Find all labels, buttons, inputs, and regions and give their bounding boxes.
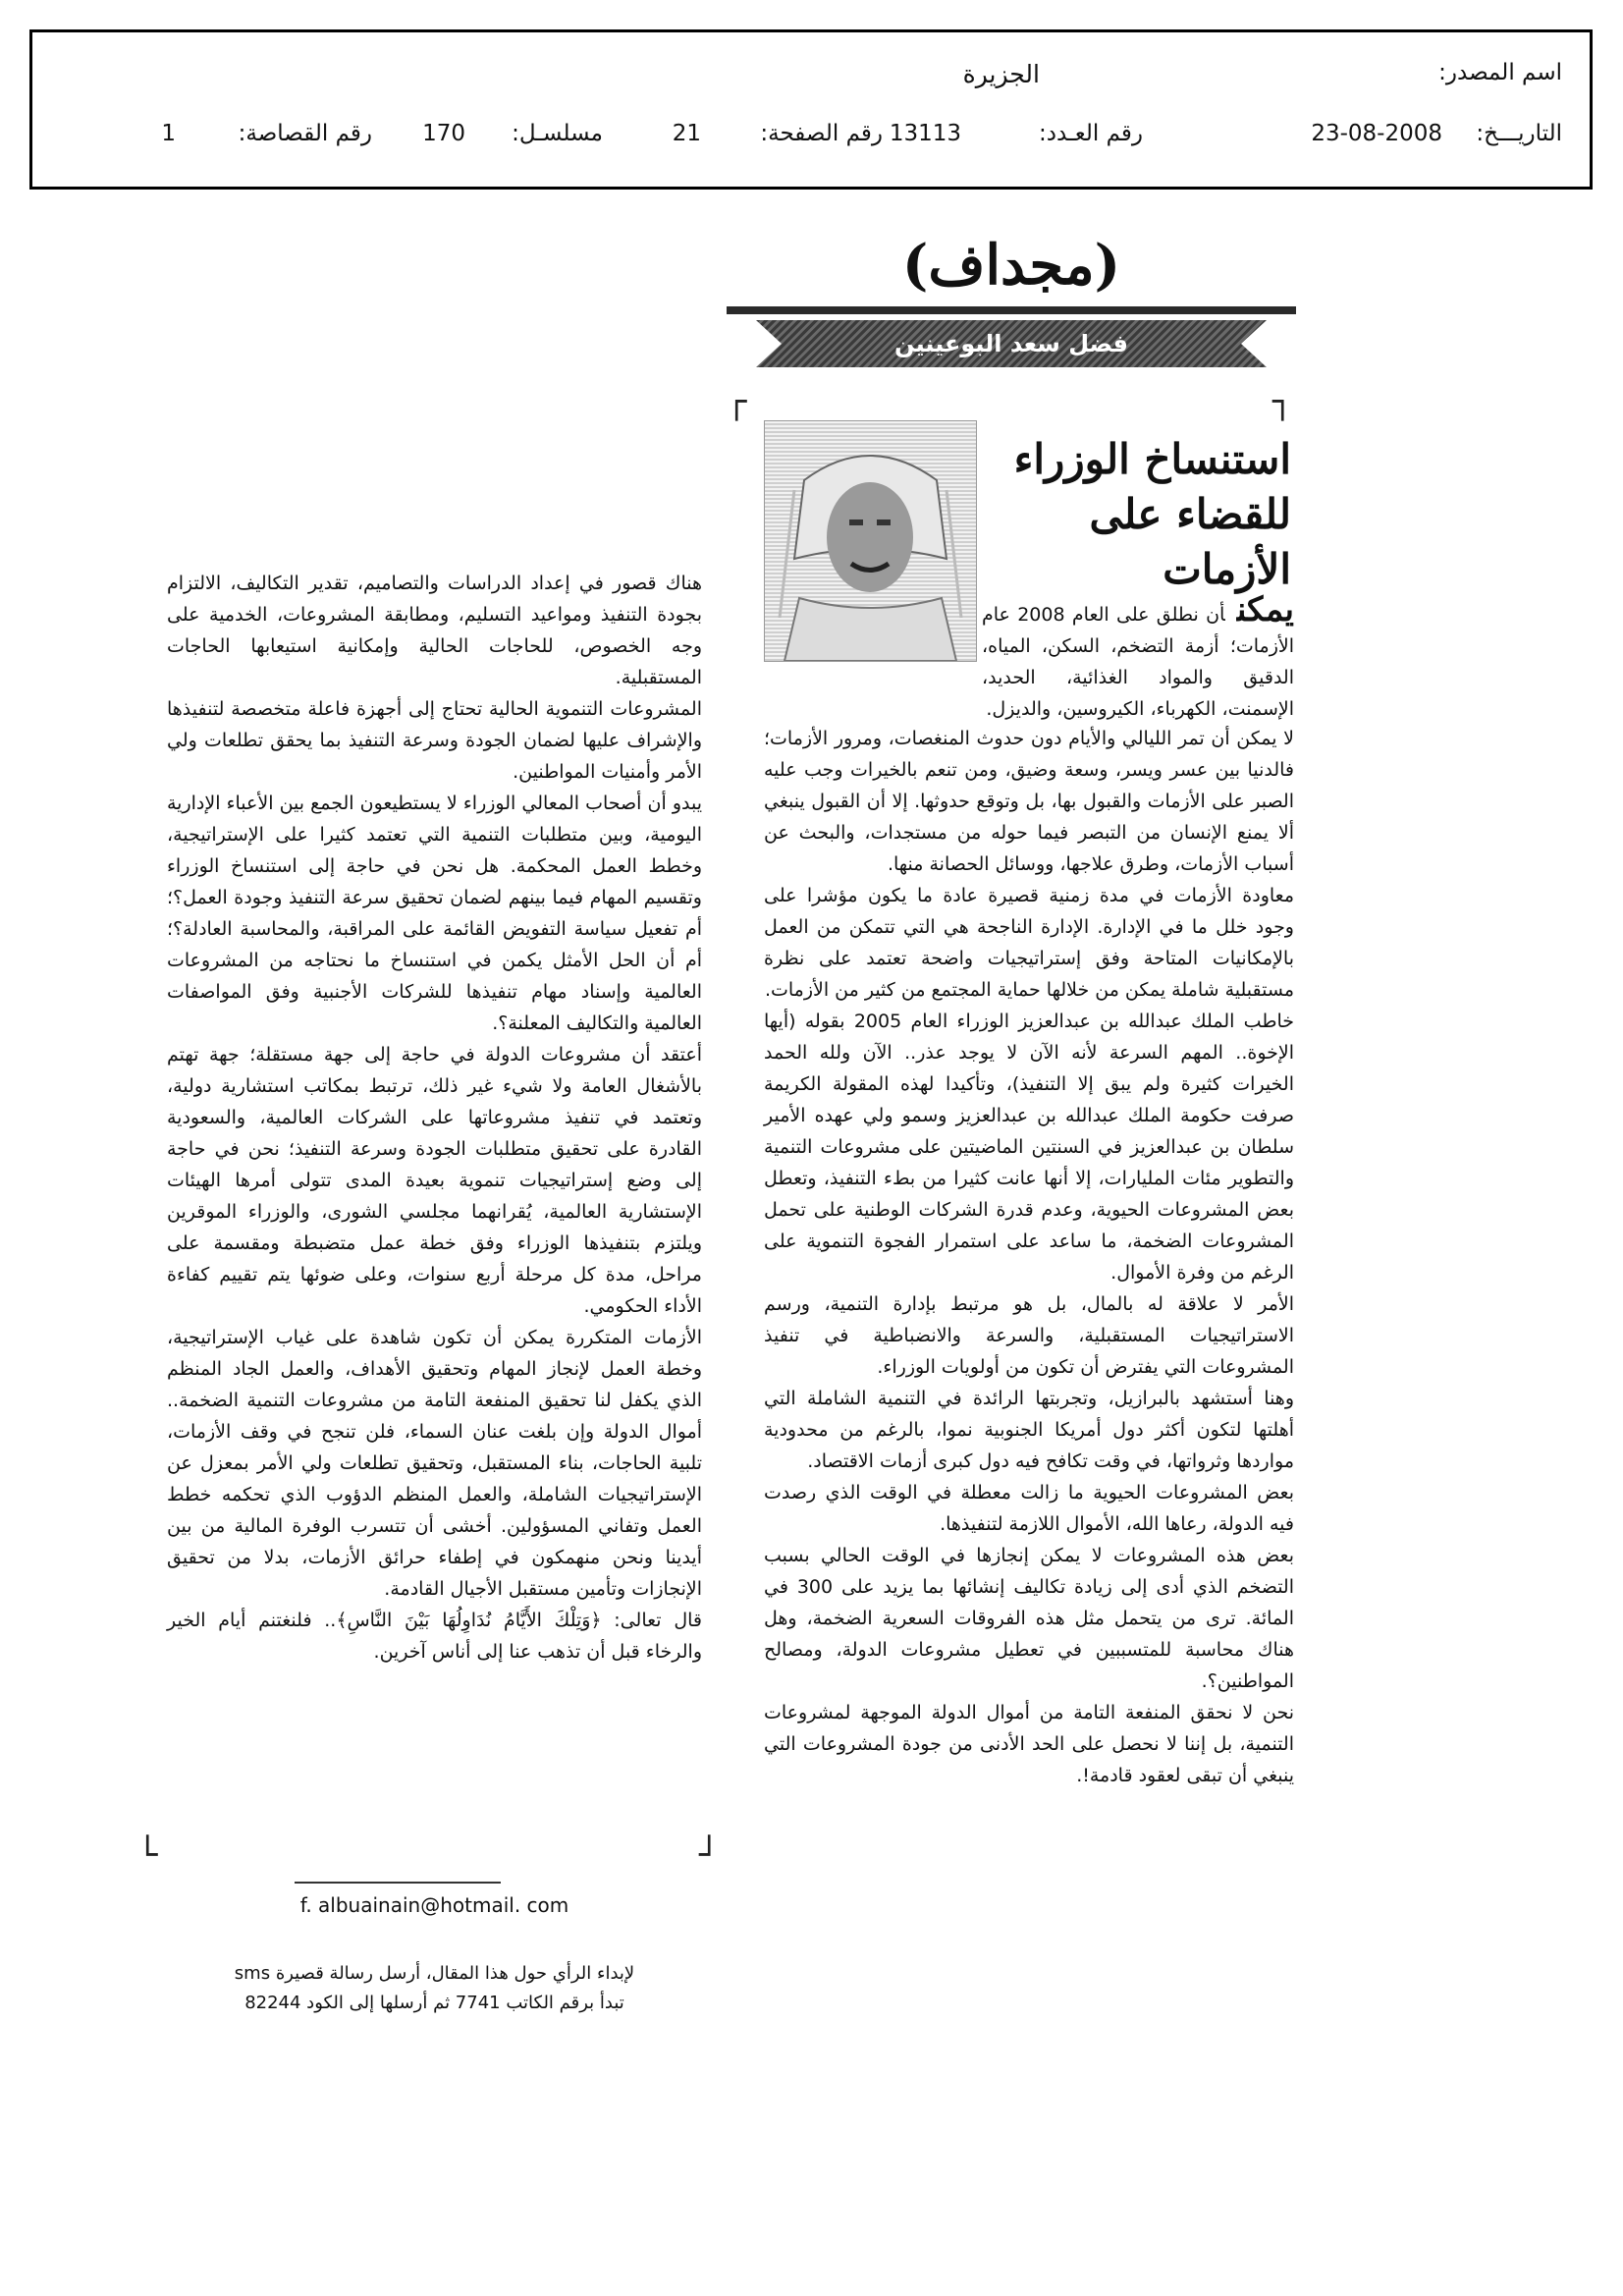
details-row	[32, 121, 1590, 160]
paragraph: خاطب الملك عبدالله بن عبدالعزيز الوزراء العام 2005 بقوله (أيها الإخوة.. المهم السرعة لأنه الآن لا يوجد عذر.. الآن ولله الحمد الخيرات كثيرة ولم يبق إلا التنفيذ)، وتأكيدا لهذه المقولة الكريمة صرفت حكومة الملك عبدالله بن عبدالعزيز وسمو ولي عهده الأمير سلطان بن عبدالعزيز في السنتين الماضيتين على مشروعات التنمية والتطوير مئات المليارات، إلا أنها عانت كثيرا من بطء التنفيذ، وتعطل بعض المشروعات الحيوية، وعدم قدرة الشركات الوطنية على تحمل المشروعات الضخمة، ما ساعد على استمرار الفجوة التنموية على الرغم من وفرة الأموال.	[764, 1011, 1294, 1284]
paragraph: المشروعات التنموية الحالية تحتاج إلى أجهزة فاعلة متخصصة لتنفيذها والإشراف عليها لضمان الجودة وسرعة التنفيذ بما يحقق تطلعات ولي الأمر وأمنيات المواطنين.	[167, 698, 702, 783]
issue-value: 13113	[889, 121, 961, 146]
source-info-box	[29, 29, 1593, 190]
author-email: f. albuainain@hotmail. com	[299, 1893, 569, 1917]
date-value: 23-08-2008	[1311, 121, 1442, 146]
footer-divider	[295, 1882, 501, 1884]
corner-ornament-bottom-left-icon: └	[137, 1835, 158, 1875]
paragraph: بعض هذه المشروعات لا يمكن إنجازها في الوقت الحالي بسبب التضخم الذي أدى إلى زيادة تكاليف إنشائها بما يزيد على 300 في المائة. ترى من يتحمل مثل هذه الفروقات السعرية الضخمة، وهل هناك محاسبة للمتسببين في تعطيل مشروعات الدولة، ومصالح المواطنين؟.	[764, 1545, 1294, 1692]
page-label: رقم الصفحة:	[760, 121, 883, 146]
paragraph: معاودة الأزمات في مدة زمنية قصيرة عادة ما يكون مؤشرا على وجود خلل ما في الإدارة. الإدارة الناجحة هي التي تتمكن من العمل بالإمكانيات المتاحة وفق إستراتيجيات واضحة تعتمد على نظرة مستقبلية شاملة يمكن من خلالها حماية المجتمع من كثير من الأزمات.	[764, 885, 1294, 1001]
corner-ornament-top-right-icon: ┐	[1272, 382, 1293, 421]
author-portrait-icon	[765, 421, 976, 661]
serial-value: 170	[422, 121, 465, 146]
source-value: الجزيرة	[962, 60, 1040, 88]
lead-word: يمكن	[1236, 590, 1294, 629]
paragraph: الأمر لا علاقة له بالمال، بل هو مرتبط بإدارة التنمية، ورسم الاستراتيجيات المستقبلية، والسرعة والانضباطية في تنفيذ المشروعات التي يفترض أن تكون من أولويات الوزراء.	[764, 1293, 1294, 1378]
paragraph: لا يمكن أن تمر الليالي والأيام دون حدوث المنغصات، ومرور الأزمات؛ فالدنيا بين عسر ويسر، وسعة وضيق، ومن تنعم بالخيرات وجب عليه الصبر على الأزمات والقبول بها، بل وتوقع حدوثها. إلا أن القبول ينبغي ألا يمنع الإنسان من التبصر فيما حوله من مستجدات، والبحث عن أسباب الأزمات، وطرق علاجها، ووسائل الحصانة منها.	[764, 728, 1294, 875]
author-photo	[764, 420, 977, 662]
article-title	[957, 432, 1291, 597]
left-column	[167, 568, 702, 1667]
date-label: التاريـــخ:	[1476, 121, 1562, 146]
sms-line-1: لإبداء الرأي حول هذا المقال، أرسل رسالة قصيرة sms	[234, 1963, 635, 1984]
paragraph: هناك قصور في إعداد الدراسات والتصاميم، تقدير التكاليف، الالتزام بجودة التنفيذ ومواعيد التسليم، ومطابقة المشروعات، الخدمية على وجه الخصوص، للحاجات الحالية وإمكانية استيعابها الحاجات المستقبلية.	[167, 573, 702, 688]
page-value: 21	[672, 121, 701, 146]
author-band	[727, 306, 1296, 375]
intro-text: أن نطلق على العام 2008 عام الأزمات؛ أزمة التضخم، السكن، المياه، الدقيق والمواد الغذائية، الحديد، الإسمنت، الكهرباء، الكيروسين، والديزل.	[982, 604, 1294, 720]
corner-ornament-bottom-center-icon: ┘	[699, 1835, 720, 1875]
paragraph: أعتقد أن مشروعات الدولة في حاجة إلى جهة مستقلة؛ جهة تهتم بالأشغال العامة ولا شيء غير ذلك، ترتبط بمكاتب استشارية دولية، وتعتمد في تنفيذ مشروعاتها على الشركات العالمية، والسعودية القادرة على تحقيق متطلبات الجودة وسرعة التنفيذ؛ نحن في حاجة إلى وضع إستراتيجيات تنموية بعيدة المدى تتولى أمرها الهيئات الإستشارية العالمية، يُقرانهما مجلسي الشورى، والوزراء الموقرين ويلتزم بتنفيذها الوزراء وفق خطة عمل متضبطة ومقسمة على مراحل، مدة كل مرحلة أربع سنوات، وعلى ضوئها يتم تقييم كفاءة الأداء الحكومي.	[167, 1044, 702, 1317]
sms-note	[167, 1959, 702, 2018]
paragraph: وهنا أستشهد بالبرازيل، وتجربتها الرائدة في التنمية الشاملة التي أهلتها لتكون أكثر دول أمريكا الجنوبية نموا، بالرغم من محدودية مواردها وثرواتها، في وقت تكافح فيه دول كبرى أزمات الاقتصاد.	[764, 1388, 1294, 1472]
issue-label: رقم العـدد:	[1038, 121, 1143, 146]
clip-label: رقم القصاصة:	[238, 121, 372, 146]
right-column	[764, 723, 1294, 1791]
source-row	[32, 60, 1590, 99]
paragraph: يبدو أن أصحاب المعالي الوزراء لا يستطيعون الجمع بين الأعباء الإدارية اليومية، وبين متطلبات التنمية التي تعتمد كثيرا على الإستراتيجية، وخطط العمل المحكمة. هل نحن في حاجة إلى استنساخ الوزراء وتقسيم المهام فيما بينهم لضمان تحقيق سرعة التنفيذ وجودة العمل؟؛ أم تفعيل سياسة التفويض القائمة على المراقبة، والمحاسبة العادلة؟؛ أم أن الحل الأمثل يكمن في استنساخ ما نحتاجه من المشروعات العالمية وإسناد مهام تنفيذها للشركات الأجنبية وفق المواصفات العالمية والتكاليف المعلنة؟.	[167, 793, 702, 1034]
title-line-1: استنساخ الوزراء	[1013, 435, 1291, 483]
sms-line-2: تبدأ برقم الكاتب 7741 ثم أرسلها إلى الكود 82244	[244, 1993, 624, 2013]
author-name: فضل سعد البوعينين	[894, 330, 1128, 357]
clip-value: 1	[161, 121, 176, 146]
title-line-2: للقضاء على الأزمات	[1089, 490, 1291, 593]
paragraph: الأزمات المتكررة يمكن أن تكون شاهدة على غياب الإستراتيجية، وخطة العمل لإنجاز المهام وتحقيق الأهداف، والعمل الجاد المنظم الذي يكفل لنا تحقيق المنفعة التامة من مشروعات التنمية الضخمة.. أموال الدولة وإن بلغت عنان السماء، فلن تنجح في وقف الأزمات، تلبية الحاجات، بناء المستقبل، وتحقيق تطلعات ولي الأمر بمعزل عن الإستراتيجيات الشاملة، والعمل المنظم الدؤوب الذي تحكمه خطط العمل وتفاني المسؤولين. أخشى أن تتسرب الوفرة المالية من بين أيدينا ونحن منهمكون في إطفاء حرائق الأزمات، بدلا من تحقيق الإنجازات وتأمين مستقبل الأجيال القادمة.	[167, 1327, 702, 1600]
paragraph: قال تعالى: ﴿وَتِلْكَ الأَيَّامُ نُدَاوِلُهَا بَيْنَ النَّاسِ﴾.. فلنغتنم أيام الخير والرخاء قبل أن تذهب عنا إلى أناس آخرين.	[167, 1610, 702, 1663]
serial-label: مسلسـل:	[512, 121, 603, 146]
column-name: (مجداف)	[901, 233, 1121, 298]
article-intro	[982, 590, 1294, 725]
source-label: اسم المصدر:	[1438, 60, 1562, 85]
paragraph: نحن لا نحقق المنفعة التامة من أموال الدولة الموجهة لمشروعات التنمية، بل إننا لا نحصل على الحد الأدنى من جودة المشروعات التي ينبغي أن تبقى لعقود قادمة!.	[764, 1702, 1294, 1786]
ornament-bar	[727, 306, 1296, 314]
paragraph: بعض المشروعات الحيوية ما زالت معطلة في الوقت الذي رصدت فيه الدولة، رعاها الله، الأموال اللازمة لتنفيذها.	[764, 1482, 1294, 1535]
corner-ornament-top-left-icon: ┌	[727, 382, 747, 421]
